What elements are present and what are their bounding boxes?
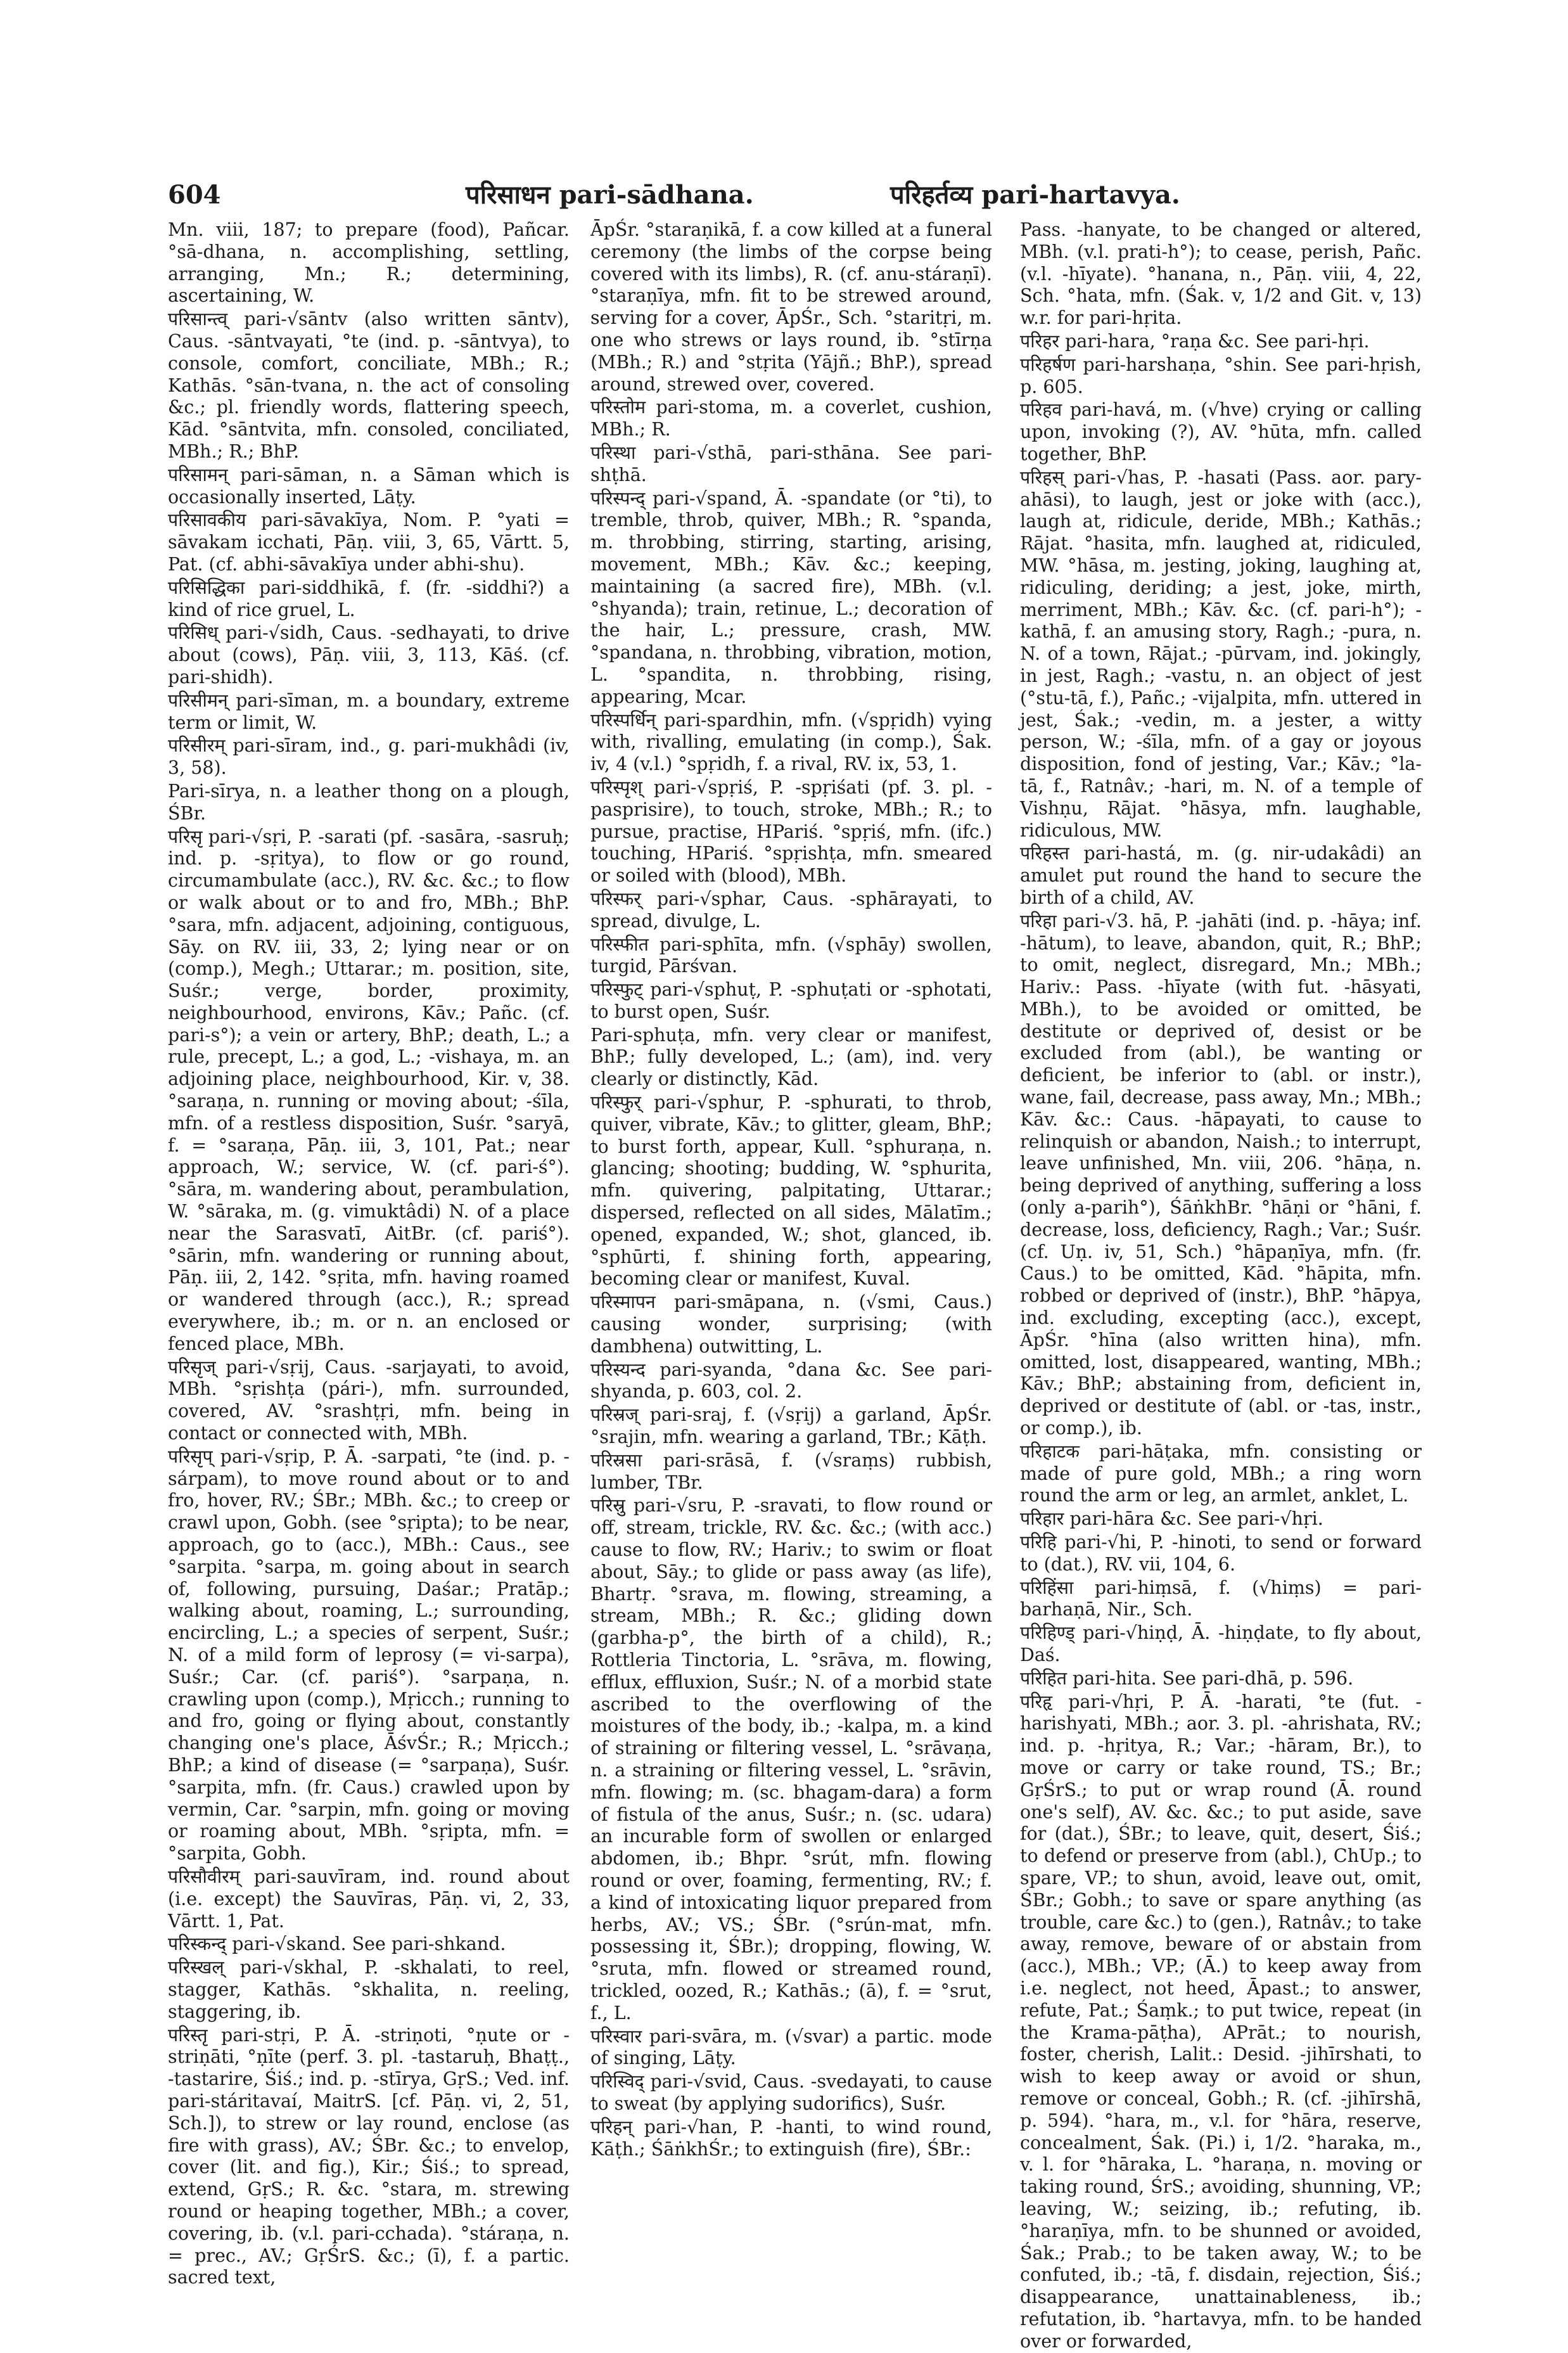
column-1 (168, 219, 570, 2288)
dictionary-entry: परिस्रसा pari-srāsā, f. (√sraṃs) rubbish, lumber, TBr. (590, 1449, 992, 1493)
dictionary-entry: परिसृज् pari-√sṛij, Caus. -sarjayati, to avoid, MBh. °sṛishṭa (pári-), mfn. surrounded, covered, AV. °srashṭṛi, mfn. being in contact or connected with, MBh. (168, 1356, 570, 1444)
dictionary-entry: परिस्तोम pari-stoma, m. a coverlet, cushion, MBh.; R. (590, 397, 992, 440)
dictionary-entry: परिहर्षण pari-harshaṇa, °shin. See pari-hṛish, p. 605. (1020, 354, 1422, 397)
dictionary-entry: परिस्विद् pari-√svid, Caus. -svedayati, to cause to sweat (by applying sudorifics), Suśr. (590, 2071, 992, 2114)
dictionary-entry: परिहार pari-hāra &c. See pari-√hṛi. (1020, 1508, 1323, 1530)
dictionary-entry: परिसौवीरम् pari-sauvīram, ind. round about (i.e. except) the Sauvīras, Pāṇ. vi, 2, 33, Vārtt. 1, Pat. (168, 1866, 570, 1932)
dictionary-entry: ĀpŚr. °staraṇikā, f. a cow killed at a funeral ceremony (the limbs of the corpse being covered with its limbs), R. (cf. anu-stáraṇī). °staraṇīya, mfn. fit to be strewed around, serving for a cover, ĀpŚr., Sch. °staritṛi, m. one who strews or lays round, ib. °stīrṇa (MBh.; R.) and °stṛita (Yājñ.; BhP.), spread around, strewed over, covered. (590, 219, 992, 395)
dictionary-entry: परिसीमन् pari-sīman, m. a boundary, extreme term or limit, W. (168, 689, 570, 733)
dictionary-entry: परिस्वार pari-svāra, m. (√svar) a partic. mode of singing, Lāṭy. (590, 2025, 992, 2069)
column-3 (1020, 219, 1422, 2352)
dictionary-entry: परिहाटक pari-hāṭaka, mfn. consisting or made of pure gold, MBh.; a ring worn round the arm or leg, an armlet, anklet, L. (1020, 1440, 1422, 1506)
column-2 (590, 219, 992, 2171)
dictionary-entry: परिस्रज् pari-sraj, f. (√sṛij) a garland, ĀpŚr. °srajin, mfn. wearing a garland, TBr.; Kāṭh. (590, 1404, 992, 1448)
dictionary-entry: परिहा pari-√3. hā, P. -jahāti (ind. p. -hāya; inf. -hātum), to leave, abandon, quit, R.; BhP.; to omit, neglect, disregard, Mn.; MBh.; Hariv.: Pass. -hīyate (with fut. -hāsyati, MBh.), to be avoided or omitted, be destitute or deprived of, desist or be excluded from (abl.), be wanting or deficient, be inferior to (abl. or instr.), wane, fail, decrease, pass away, Mn.; MBh.; Kāv. &c.: Caus. -hāpayati, to cause to relinquish or abandon, Naish.; to interrupt, leave unfinished, Mn. viii, 206. °hāṇa, n. being deprived of anything, suffering a loss (only a-parih°), ŚāṅkhBr. °hāṇi or °hāni, f. decrease, loss, deficiency, Ragh.; Var.; Suśr. (cf. Uṇ. iv, 51, Sch.) °hāpaṇīya, mfn. (fr. Caus.) to be omitted, Kād. °hāpita, mfn. robbed or deprived of (instr.), BhP. °hāpya, ind. excluding, excepting (acc.), except, ĀpŚr. °hīna (also written hina), mfn. omitted, lost, disappeared, wanting, MBh.; Kāv.; BhP.; abstaining from, deficient in, deprived or destitute of (abl. or -tas, instr., or comp.), ib. (1020, 910, 1422, 1439)
dictionary-entry: परिसीरम् pari-sīram, ind., g. pari-mukhâdi (iv, 3, 58). (168, 735, 570, 779)
dictionary-entry: परिसान्त्व् pari-√sāntv (also written sāntv), Caus. -sāntvayati, °te (ind. p. -sāntvya), to console, comfort, conciliate, MBh.; R.; Kathās. °sān-tvana, n. the act of consoling &c.; pl. friendly words, flattering speech, Kād. °sāntvita, mfn. consoled, conciliated, MBh.; R.; BhP. (168, 309, 570, 462)
dictionary-entry: परिहन् pari-√han, P. -hanti, to wind round, Kāṭh.; ŚāṅkhŚr.; to extinguish (fire), ŚBr.: (590, 2116, 992, 2160)
dictionary-entry: परिस्मापन pari-smāpana, n. (√smi, Caus.) causing wonder, surprising; (with dambhena) outwitting, L. (590, 1292, 992, 1357)
dictionary-entry: परिस्पृश् pari-√spṛiś, P. -spṛiśati (pf. 3. pl. -pasprisire), to touch, stroke, MBh.; R.; to pursue, practise, HPariś. °spṛiś, mfn. (ifc.) touching, HPariś. °spṛishṭa, mfn. smeared or soiled with (blood), MBh. (590, 776, 992, 887)
dictionary-entry: परिसृ pari-√sṛi, P. -sarati (pf. -sasāra, -sasruḥ; ind. p. -sṛitya), to flow or go round, circumambulate (acc.), RV. &c. &c.; to flow or walk about or to and fro, MBh.; BhP. °sara, mfn. adjacent, adjoining, contiguous, Sāy. on RV. iii, 33, 2; lying near or on (comp.), Megh.; Uttarar.; m. position, site, Suśr.; verge, border, proximity, neighbourhood, environs, Kāv.; Pañc. (cf. pari-s°); a vein or artery, BhP.; death, L.; a rule, precept, L.; a god, L.; -vishaya, m. an adjoining place, neighbourhood, Kir. v, 38. °saraṇa, n. running or moving about; -śīla, mfn. of a restless disposition, Suśr. °saryā, f. = °saraṇa, Pāṇ. iii, 3, 101, Pat.; near approach, W.; service, W. (cf. pari-ś°). °sāra, m. wandering about, perambulation, W. °sāraka, m. (g. vimuktâdi) N. of a place near the Sarasvatī, AitBr. (cf. pariś°). °sārin, mfn. wandering or running about, Pāṇ. iii, 2, 142. °sṛita, mfn. having roamed or wandered through (acc.), R.; spread everywhere, ib.; m. or n. an enclosed or fenced place, MBh. (168, 826, 570, 1354)
dictionary-entry: परिहस्त pari-hastá, m. (g. nir-udakâdi) an amulet put round the hand to secure the birth of a child, AV. (1020, 843, 1422, 908)
dictionary-entry: परिस्खल् pari-√skhal, P. -skhalati, to reel, stagger, Kathās. °skhalita, n. reeling, staggering, ib. (168, 1957, 570, 2022)
dictionary-entry: परिस्कन्द् pari-√skand. See pari-shkand. (168, 1933, 506, 1955)
dictionary-entry: परिस्तृ pari-stṛi, P. Ā. -striṇoti, °ṇute or -striṇāti, °ṇīte (perf. 3. pl. -tastaruḥ, Bhaṭṭ., -tastarire, Śiś.; ind. p. -stīrya, GṛS.; Ved. inf. pari-stáritavaí, MaitrS. [cf. Pāṇ. vi, 2, 51, Sch.]), to strew or lay round, enclose (as fire with grass), AV.; ŚBr. &c.; to envelop, cover (lit. and fig.), Kir.; Śiś.; to spread, extend, GṛS.; R. &c. °stara, m. strewing round or heaping together, MBh.; a cover, covering, ib. (v.l. pari-cchada). °stáraṇa, n. = prec., AV.; GṛŚrS. &c.; (ī), f. a partic. sacred text, (168, 2024, 570, 2288)
dictionary-entry: परिस्पर्धिन् pari-spardhin, mfn. (√spṛidh) vying with, rivalling, emulating (in comp.), Śak. iv, 4 (v.l.) °spṛidh, f. a rival, RV. ix, 53, 1. (590, 709, 992, 775)
dictionary-entry: Pari-sīrya, n. a leather thong on a plough, ŚBr. (168, 780, 570, 824)
right-running-head: परिहर्तव्य pari-hartavya. (890, 180, 1180, 210)
dictionary-entry: परिसृप् pari-√sṛip, P. Ā. -sarpati, °te (ind. p. -sárpam), to move round about or to and fro, hover, RV.; ŚBr.; MBh. &c.; to creep or crawl upon, Gobh. (see °sṛipta); to be near, approach, go to (acc.), MBh.: Caus., see °sarpita. °sarpa, m. going about in search of, following, pursuing, Daśar.; Pratāp.; walking about, roaming, L.; surrounding, encircling, L.; a species of serpent, Suśr.; N. of a mild form of leprosy (= vi-sarpa), Suśr.; Car. (cf. pariś°). °sarpaṇa, n. crawling upon (comp.), Mṛicch.; running to and fro, going or flying about, constantly changing one's place, ĀśvŚr.; R.; Mṛicch.; BhP.; a kind of disease (= °sarpaṇa), Suśr. °sarpita, mfn. (fr. Caus.) crawled upon by vermin, Car. °sarpin, mfn. going or moving or roaming about, MBh. °sṛipta, mfn. = °sarpita, Gobh. (168, 1446, 570, 1864)
dictionary-entry: परिहस् pari-√has, P. -hasati (Pass. aor. pary-ahāsi), to laugh, jest or joke with (acc.), laugh at, ridicule, deride, MBh.; Kathās.; Rājat. °hasita, mfn. laughed at, ridiculed, MW. °hāsa, m. jesting, joking, laughing at, ridiculing, deriding; a jest, joke, mirth, merriment, MBh.; Kāv. &c. (cf. pari-h°); -kathā, f. an amusing story, Ragh.; -pura, n. N. of a town, Rājat.; -pūrvam, ind. jokingly, in jest, Ragh.; -vastu, n. an object of jest (°stu-tā, f.), Pañc.; -vijalpita, mfn. uttered in jest, Śak.; -vedin, m. a jester, a witty person, W.; -śīla, mfn. of a gay or joyous disposition, fond of jesting, Var.; Kāv.; °la-tā, f., Ratnâv.; -hari, m. N. of a temple of Vishṇu, Rājat. °hāsya, mfn. laughable, ridiculous, MW. (1020, 466, 1422, 841)
dictionary-entry: परिसावकीय pari-sāvakīya, Nom. P. °yati = sāvakam icchati, Pāṇ. viii, 3, 65, Vārtt. 5, Pat. (cf. abhi-sāvakīya under abhi-shu). (168, 510, 570, 575)
dictionary-entry: Pari-sphuṭa, mfn. very clear or manifest, BhP.; fully developed, L.; (am), ind. very clearly or distinctly, Kād. (590, 1024, 992, 1090)
dictionary-entry: परिस्था pari-√sthā, pari-sthāna. See pari-shṭhā. (590, 442, 992, 485)
dictionary-entry: परिस्फीत pari-sphīta, mfn. (√sphāy) swollen, turgid, Pārśvan. (590, 933, 992, 977)
dictionary-entry: परिसामन् pari-sāman, n. a Sāman which is occasionally inserted, Lāṭy. (168, 464, 570, 508)
dictionary-entry: परिहिण्ड् pari-√hiṇḍ, Ā. -hiṇḍate, to fly about, Daś. (1020, 1622, 1422, 1665)
dictionary-entry: परिहिंसा pari-hiṃsā, f. (√hiṃs) = pari-barhaṇā, Nir., Sch. (1020, 1577, 1422, 1620)
dictionary-entry: परिस्फर् pari-√sphar, Caus. -sphārayati, to spread, divulge, L. (590, 888, 992, 932)
dictionary-entry: परिस्रु pari-√sru, P. -sravati, to flow round or off, stream, trickle, RV. &c. &c.; (with acc.) cause to flow, RV.; Hariv.; to swim or float about, Sāy.; to glide or pass away (as life), Bhartṛ. °srava, m. flowing, streaming, a stream, MBh.; R. &c.; gliding down (garbha-p°, the birth of a child), R.; Rottleria Tinctoria, L. °srāva, m. flowing, efflux, effluxion, Suśr.; N. of a morbid state ascribed to the overflowing of the moistures of the body, ib.; -kalpa, m. a kind of straining or filtering vessel, L. °srāvaṇa, n. a straining or filtering vessel, L. °srāvin, mfn. flowing; m. (sc. bhagam-dara) a form of fistula of the anus, Suśr.; n. (sc. udara) an incurable form of swollen or enlarged abdomen, ib.; Bhpr. °srút, mfn. flowing round or over, foaming, fermenting, RV.; f. a kind of intoxicating liquor prepared from herbs, AV.; VS.; ŚBr. (°srún-mat, mfn. possessing it, ŚBr.); dropping, flowing, W. °sruta, mfn. flowed or streamed round, trickled, oozed, R.; Kathās.; (ā), f. = °srut, f., L. (590, 1495, 992, 2023)
page-number: 604 (168, 180, 221, 210)
dictionary-entry: परिहृ pari-√hṛi, P. Ā. -harati, °te (fut. -harishyati, MBh.; aor. 3. pl. -ahrishata, RV.; ind. p. -hṛitya, R.; Var.; -hāram, Br.), to move or carry or take round, TS.; Br.; GṛŚrS.; to put or wrap round (Ā. round one's self), AV. &c. &c.; to put aside, save for (dat.), ŚBr.; to leave, quit, desert, Śiś.; to defend or preserve from (abl.), ChUp.; to spare, VP.; to shun, avoid, leave out, omit, ŚBr.; Gobh.; to save or spare anything (as trouble, care &c.) to (gen.), Ratnâv.; to take away, remove, beware of or abstain from (acc.), MBh.; VP.; (Ā.) to keep away from i.e. neglect, not heed, Āpast.; to answer, refute, Pat.; Śaṃk.; to put twice, repeat (in the Krama-pāṭha), APrāt.; to nourish, foster, cherish, Lalit.: Desid. -jihīrshati, to wish to keep away or avoid or shun, remove or conceal, Gobh.; R. (cf. -jihīrshā, p. 594). °hara, m., v.l. for °hāra, reserve, concealment, Śak. (Pi.) i, 1/2. °haraka, m., v. l. for °hāraka, L. °haraṇa, n. moving or taking round, ŚrS.; avoiding, shunning, VP.; leaving, W.; seizing, ib.; refuting, ib. °haraṇīya, mfn. to be shunned or avoided, Śak.; Prab.; to be taken away, W.; to be confuted, ib.; -tā, f. disdain, rejection, Śiś.; disappearance, unattainableness, ib.; refutation, ib. °hartavya, mfn. to be handed over or forwarded, (1020, 1691, 1422, 2352)
dictionary-entry: परिस्फुट् pari-√sphuṭ, P. -sphuṭati or -sphotati, to burst open, Suśr. (590, 979, 992, 1022)
dictionary-entry: परिहव pari-havá, m. (√hve) crying or calling upon, invoking (?), AV. °hūta, mfn. called together, BhP. (1020, 399, 1422, 465)
dictionary-entry: परिहर pari-hara, °raṇa &c. See pari-hṛi. (1020, 330, 1370, 352)
page-header (168, 176, 1429, 214)
dictionary-entry: परिहि pari-√hi, P. -hinoti, to send or forward to (dat.), RV. vii, 104, 6. (1020, 1532, 1422, 1575)
dictionary-entry: परिस्पन्द् pari-√spand, Ā. -spandate (or °ti), to tremble, throb, quiver, MBh.; R. °spanda, m. throbbing, stirring, starting, arising, movement, MBh.; Kāv. &c.; keeping, maintaining (a sacred fire), MBh. (v.l. °shyanda); train, retinue, L.; decoration of the hair, L.; pressure, crash, MW. °spandana, n. throbbing, vibration, motion, L. °spandita, n. throbbing, rising, appearing, Mcar. (590, 487, 992, 707)
dictionary-entry: परिस्फुर् pari-√sphur, P. -sphurati, to throb, quiver, vibrate, Kāv.; to glitter, gleam, BhP.; to burst forth, appear, Kull. °sphuraṇa, n. glancing; shooting; budding, W. °sphurita, mfn. quivering, palpitating, Uttarar.; dispersed, reflected on all sides, Mālatīm.; opened, expanded, W.; shot, glanced, ib. °sphūrti, f. shining forth, appearing, becoming clear or manifest, Kuval. (590, 1092, 992, 1290)
dictionary-entry: परिसिद्धिका pari-siddhikā, f. (fr. -siddhi?) a kind of rice gruel, L. (168, 577, 570, 620)
dictionary-entry: परिहित pari-hita. See pari-dhā, p. 596. (1020, 1667, 1354, 1689)
dictionary-entry: परिसिध् pari-√sidh, Caus. -sedhayati, to drive about (cows), Pāṇ. viii, 3, 113, Kāś. (cf. pari-shidh). (168, 622, 570, 688)
dictionary-entry: Mn. viii, 187; to prepare (food), Pañcar. °sā-dhana, n. accomplishing, settling, arranging, Mn.; R.; determining, ascertaining, W. (168, 219, 570, 307)
left-running-head: परिसाधन pari-sādhana. (466, 180, 754, 210)
dictionary-entry: Pass. -hanyate, to be changed or altered, MBh. (v.l. prati-h°); to cease, perish, Pañc. (v.l. -hīyate). °hanana, n., Pāṇ. viii, 4, 22, Sch. °hata, mfn. (Śak. v, 1/2 and Git. v, 13) w.r. for pari-hṛita. (1020, 219, 1422, 329)
dictionary-entry: परिस्यन्द pari-syanda, °dana &c. See pari-shyanda, p. 603, col. 2. (590, 1359, 992, 1402)
